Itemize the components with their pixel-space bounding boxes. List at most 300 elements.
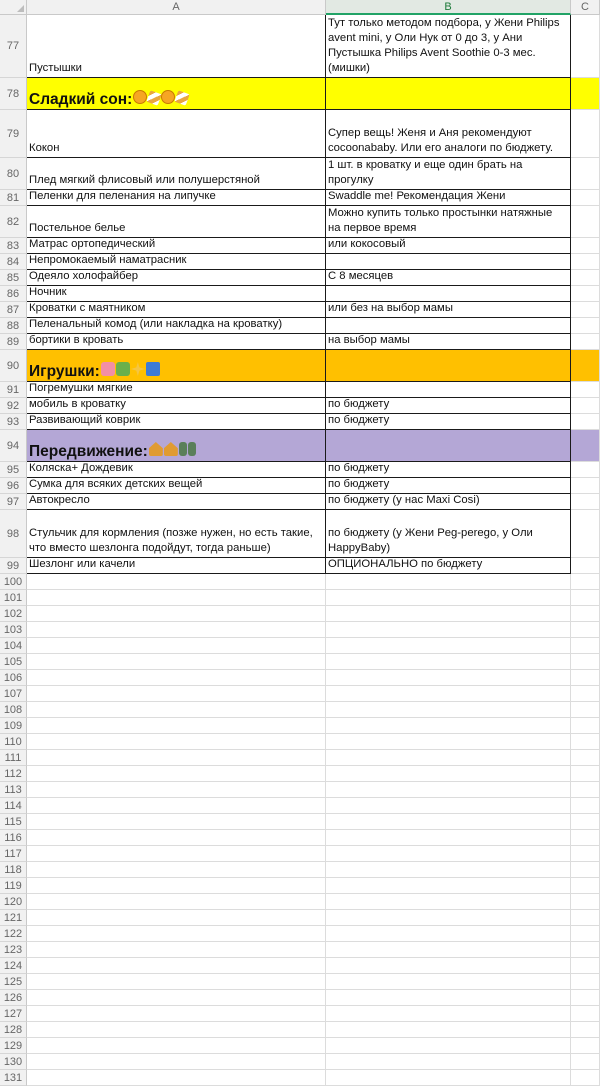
cell-c-110[interactable] — [571, 734, 600, 750]
table-row — [0, 958, 600, 974]
walk-emoji-icon — [179, 442, 187, 456]
row-header[interactable]: 93 — [0, 414, 27, 430]
cell-b-82[interactable] — [326, 206, 571, 238]
cell-c-118[interactable] — [571, 862, 600, 878]
cell-c-80[interactable] — [571, 158, 600, 190]
table-row — [0, 238, 600, 254]
cell-a-113[interactable] — [27, 782, 326, 798]
cell-c-111[interactable] — [571, 750, 600, 766]
cell-b-99[interactable] — [326, 558, 571, 574]
table-row — [0, 1038, 600, 1054]
cell-b-91[interactable] — [326, 382, 571, 398]
cell-c-82[interactable] — [571, 206, 600, 238]
table-row — [0, 622, 600, 638]
cell-text: или без на выбор мамы — [328, 302, 453, 314]
zz-emoji-icon — [147, 90, 162, 105]
cell-b-86[interactable] — [326, 286, 571, 302]
house-emoji-icon — [149, 442, 163, 456]
cell-b-90[interactable] — [326, 350, 571, 382]
cell-b-131[interactable] — [326, 1070, 571, 1086]
cell-c-121[interactable] — [571, 910, 600, 926]
cell-a-107[interactable] — [27, 686, 326, 702]
row-header[interactable]: 125 — [0, 974, 27, 990]
cell-b-109[interactable] — [326, 718, 571, 734]
row-header[interactable]: 99 — [0, 558, 27, 574]
row-header[interactable]: 88 — [0, 318, 27, 334]
cell-a-110[interactable] — [27, 734, 326, 750]
cell-b-104[interactable] — [326, 638, 571, 654]
cell-a-109[interactable] — [27, 718, 326, 734]
cell-b-78[interactable] — [326, 78, 571, 110]
row-header[interactable]: 105 — [0, 654, 27, 670]
table-row — [0, 590, 600, 606]
cell-b-94[interactable] — [326, 430, 571, 462]
select-all-corner[interactable] — [0, 0, 27, 15]
row-header[interactable]: 123 — [0, 942, 27, 958]
table-row — [0, 766, 600, 782]
cell-c-109[interactable] — [571, 718, 600, 734]
cell-c-79[interactable] — [571, 110, 600, 158]
cell-a-95[interactable] — [27, 462, 326, 478]
row-header[interactable]: 81 — [0, 190, 27, 206]
row-header[interactable]: 129 — [0, 1038, 27, 1054]
cell-c-94[interactable] — [571, 430, 600, 462]
cell-b-77[interactable] — [326, 15, 571, 78]
cell-c-116[interactable] — [571, 830, 600, 846]
cell-c-78[interactable] — [571, 78, 600, 110]
cell-a-88[interactable] — [27, 318, 326, 334]
section-row — [0, 430, 600, 462]
column-header-a[interactable]: A — [27, 0, 326, 15]
cell-a-91[interactable] — [27, 382, 326, 398]
row-header[interactable]: 103 — [0, 622, 27, 638]
row-header[interactable]: 120 — [0, 894, 27, 910]
row-header[interactable]: 82 — [0, 206, 27, 238]
cell-a-127[interactable] — [27, 1006, 326, 1022]
row-header[interactable]: 126 — [0, 990, 27, 1006]
cell-text: бортики в кровать — [29, 334, 124, 346]
cell-a-104[interactable] — [27, 638, 326, 654]
cell-b-80[interactable] — [326, 158, 571, 190]
row-header[interactable]: 101 — [0, 590, 27, 606]
cell-c-92[interactable] — [571, 398, 600, 414]
cell-c-115[interactable] — [571, 814, 600, 830]
cell-b-116[interactable] — [326, 830, 571, 846]
cell-c-106[interactable] — [571, 670, 600, 686]
cell-a-105[interactable] — [27, 654, 326, 670]
row-header[interactable]: 127 — [0, 1006, 27, 1022]
cell-b-98[interactable] — [326, 510, 571, 558]
row-header[interactable]: 119 — [0, 878, 27, 894]
cell-b-118[interactable] — [326, 862, 571, 878]
cell-b-89[interactable] — [326, 334, 571, 350]
row-header[interactable]: 110 — [0, 734, 27, 750]
table-row — [0, 574, 600, 590]
row-header[interactable]: 91 — [0, 382, 27, 398]
cell-c-88[interactable] — [571, 318, 600, 334]
cell-a-90[interactable] — [27, 350, 326, 382]
cell-c-120[interactable] — [571, 894, 600, 910]
cell-text: мобиль в кроватку — [29, 398, 126, 410]
cell-a-93[interactable] — [27, 414, 326, 430]
table-row — [0, 494, 600, 510]
row-header[interactable]: 104 — [0, 638, 27, 654]
row-header[interactable]: 115 — [0, 814, 27, 830]
cell-b-126[interactable] — [326, 990, 571, 1006]
table-row — [0, 254, 600, 270]
cell-a-120[interactable] — [27, 894, 326, 910]
cell-b-101[interactable] — [326, 590, 571, 606]
cell-c-97[interactable] — [571, 494, 600, 510]
row-header[interactable]: 78 — [0, 78, 27, 110]
cell-c-129[interactable] — [571, 1038, 600, 1054]
cell-a-126[interactable] — [27, 990, 326, 1006]
cell-b-97[interactable] — [326, 494, 571, 510]
cell-a-78[interactable] — [27, 78, 326, 110]
cell-c-85[interactable] — [571, 270, 600, 286]
cell-b-117[interactable] — [326, 846, 571, 862]
cell-b-125[interactable] — [326, 974, 571, 990]
cell-a-131[interactable] — [27, 1070, 326, 1086]
cell-b-87[interactable] — [326, 302, 571, 318]
cell-c-131[interactable] — [571, 1070, 600, 1086]
row-header[interactable]: 86 — [0, 286, 27, 302]
cell-c-122[interactable] — [571, 926, 600, 942]
cell-text: Сумка для всяких детских вещей — [29, 478, 203, 490]
cell-a-111[interactable] — [27, 750, 326, 766]
table-row — [0, 926, 600, 942]
row-header[interactable]: 117 — [0, 846, 27, 862]
row-header[interactable]: 131 — [0, 1070, 27, 1086]
row-header[interactable]: 100 — [0, 574, 27, 590]
cell-c-128[interactable] — [571, 1022, 600, 1038]
row-header[interactable]: 80 — [0, 158, 27, 190]
cell-c-103[interactable] — [571, 622, 600, 638]
cell-text: ОПЦИОНАЛЬНО по бюджету — [328, 558, 483, 570]
cell-a-118[interactable] — [27, 862, 326, 878]
cell-b-83[interactable] — [326, 238, 571, 254]
cell-a-130[interactable] — [27, 1054, 326, 1070]
row-header[interactable]: 96 — [0, 478, 27, 494]
cell-b-102[interactable] — [326, 606, 571, 622]
cell-c-83[interactable] — [571, 238, 600, 254]
cell-b-85[interactable] — [326, 270, 571, 286]
cell-a-122[interactable] — [27, 926, 326, 942]
table-row — [0, 1054, 600, 1070]
cell-a-121[interactable] — [27, 910, 326, 926]
cell-c-99[interactable] — [571, 558, 600, 574]
row-header[interactable]: 124 — [0, 958, 27, 974]
cell-b-112[interactable] — [326, 766, 571, 782]
cell-a-83[interactable] — [27, 238, 326, 254]
cell-b-120[interactable] — [326, 894, 571, 910]
cell-text: Автокресло — [29, 494, 90, 506]
cell-text: Кроватки с маятником — [29, 302, 146, 314]
cell-c-102[interactable] — [571, 606, 600, 622]
row-header[interactable]: 109 — [0, 718, 27, 734]
cell-b-111[interactable] — [326, 750, 571, 766]
cell-c-84[interactable] — [571, 254, 600, 270]
cell-c-95[interactable] — [571, 462, 600, 478]
cell-a-92[interactable] — [27, 398, 326, 414]
cell-c-104[interactable] — [571, 638, 600, 654]
table-row — [0, 830, 600, 846]
column-header-c[interactable]: C — [571, 0, 600, 15]
cell-b-115[interactable] — [326, 814, 571, 830]
cell-b-93[interactable] — [326, 414, 571, 430]
cell-a-128[interactable] — [27, 1022, 326, 1038]
cell-c-96[interactable] — [571, 478, 600, 494]
cell-c-112[interactable] — [571, 766, 600, 782]
flag-emoji-icon — [146, 362, 160, 376]
section-row — [0, 78, 600, 110]
cell-a-89[interactable] — [27, 334, 326, 350]
cell-text: Передвижение: — [29, 443, 148, 460]
cell-text: Супер вещь! Женя и Аня рекомендуют cocoonababy. Или его аналоги по бюджету. — [328, 127, 554, 154]
table-row — [0, 686, 600, 702]
cell-b-114[interactable] — [326, 798, 571, 814]
row-header[interactable]: 112 — [0, 766, 27, 782]
cell-c-91[interactable] — [571, 382, 600, 398]
emoji-group-icon — [149, 442, 197, 459]
cell-c-86[interactable] — [571, 286, 600, 302]
cell-text: Коляска+ Дождевик — [29, 462, 133, 474]
cell-a-85[interactable] — [27, 270, 326, 286]
cell-b-96[interactable] — [326, 478, 571, 494]
row-header[interactable]: 94 — [0, 430, 27, 462]
cell-c-105[interactable] — [571, 654, 600, 670]
row-header[interactable]: 83 — [0, 238, 27, 254]
cell-a-115[interactable] — [27, 814, 326, 830]
cell-text: Кокон — [29, 142, 60, 154]
cell-c-117[interactable] — [571, 846, 600, 862]
cell-c-130[interactable] — [571, 1054, 600, 1070]
cell-c-119[interactable] — [571, 878, 600, 894]
cell-b-130[interactable] — [326, 1054, 571, 1070]
cell-text: Шезлонг или качели — [29, 558, 136, 570]
table-row — [0, 990, 600, 1006]
cell-b-124[interactable] — [326, 958, 571, 974]
row-header[interactable]: 90 — [0, 350, 27, 382]
cell-text: по бюджету — [328, 398, 390, 410]
table-row — [0, 862, 600, 878]
cell-b-100[interactable] — [326, 574, 571, 590]
cell-b-95[interactable] — [326, 462, 571, 478]
cell-c-98[interactable] — [571, 510, 600, 558]
cell-text: по бюджету — [328, 478, 390, 490]
cell-c-107[interactable] — [571, 686, 600, 702]
cell-text: Сладкий сон: — [29, 91, 133, 108]
cell-a-99[interactable] — [27, 558, 326, 574]
cell-b-129[interactable] — [326, 1038, 571, 1054]
cell-c-81[interactable] — [571, 190, 600, 206]
table-row — [0, 638, 600, 654]
table-row — [0, 734, 600, 750]
cell-c-100[interactable] — [571, 574, 600, 590]
cell-a-80[interactable] — [27, 158, 326, 190]
table-row — [0, 894, 600, 910]
cell-a-82[interactable] — [27, 206, 326, 238]
cell-b-123[interactable] — [326, 942, 571, 958]
cell-a-102[interactable] — [27, 606, 326, 622]
cell-text: 1 шт. в кроватку и еще один брать на прогулку — [328, 159, 523, 186]
cell-b-81[interactable] — [326, 190, 571, 206]
cell-c-93[interactable] — [571, 414, 600, 430]
table-row — [0, 334, 600, 350]
table-row — [0, 782, 600, 798]
ribbon-emoji-icon — [101, 362, 115, 376]
row-header[interactable]: 116 — [0, 830, 27, 846]
table-row — [0, 510, 600, 558]
table-row — [0, 1022, 600, 1038]
cell-text: Можно купить только простынки натяжные на первое время — [328, 207, 553, 234]
cell-c-77[interactable] — [571, 15, 600, 78]
cell-text: по бюджету — [328, 414, 390, 426]
table-row — [0, 462, 600, 478]
cell-c-101[interactable] — [571, 590, 600, 606]
cell-c-125[interactable] — [571, 974, 600, 990]
cell-text: Развивающий коврик — [29, 414, 141, 426]
table-row — [0, 1006, 600, 1022]
table-row — [0, 942, 600, 958]
cell-a-116[interactable] — [27, 830, 326, 846]
cell-b-106[interactable] — [326, 670, 571, 686]
cell-a-100[interactable] — [27, 574, 326, 590]
walk-emoji-icon — [188, 442, 196, 456]
cell-b-113[interactable] — [326, 782, 571, 798]
cell-b-121[interactable] — [326, 910, 571, 926]
cell-a-77[interactable] — [27, 15, 326, 78]
cell-b-110[interactable] — [326, 734, 571, 750]
row-header[interactable]: 106 — [0, 670, 27, 686]
table-row — [0, 670, 600, 686]
row-header[interactable]: 92 — [0, 398, 27, 414]
row-header[interactable]: 97 — [0, 494, 27, 510]
row-header[interactable]: 122 — [0, 926, 27, 942]
cell-a-79[interactable] — [27, 110, 326, 158]
cell-c-114[interactable] — [571, 798, 600, 814]
row-header[interactable]: 114 — [0, 798, 27, 814]
cell-a-112[interactable] — [27, 766, 326, 782]
row-header[interactable]: 113 — [0, 782, 27, 798]
table-row — [0, 606, 600, 622]
cell-a-98[interactable] — [27, 510, 326, 558]
cell-a-86[interactable] — [27, 286, 326, 302]
cell-c-87[interactable] — [571, 302, 600, 318]
row-header[interactable]: 111 — [0, 750, 27, 766]
table-row — [0, 414, 600, 430]
cell-a-119[interactable] — [27, 878, 326, 894]
cell-a-114[interactable] — [27, 798, 326, 814]
row-header[interactable]: 95 — [0, 462, 27, 478]
cell-b-107[interactable] — [326, 686, 571, 702]
cell-c-124[interactable] — [571, 958, 600, 974]
cell-a-123[interactable] — [27, 942, 326, 958]
table-row — [0, 654, 600, 670]
cell-c-127[interactable] — [571, 1006, 600, 1022]
row-header[interactable]: 118 — [0, 862, 27, 878]
cell-c-123[interactable] — [571, 942, 600, 958]
row-header[interactable]: 79 — [0, 110, 27, 158]
table-row — [0, 286, 600, 302]
row-header[interactable]: 121 — [0, 910, 27, 926]
cell-text: по бюджету — [328, 462, 390, 474]
cell-b-103[interactable] — [326, 622, 571, 638]
table-row — [0, 398, 600, 414]
row-header[interactable]: 107 — [0, 686, 27, 702]
cell-c-90[interactable] — [571, 350, 600, 382]
row-header[interactable]: 85 — [0, 270, 27, 286]
cell-text: С 8 месяцев — [328, 270, 394, 282]
table-row — [0, 846, 600, 862]
row-header[interactable]: 102 — [0, 606, 27, 622]
cell-a-101[interactable] — [27, 590, 326, 606]
table-row — [0, 302, 600, 318]
row-header[interactable]: 77 — [0, 15, 27, 78]
cell-b-105[interactable] — [326, 654, 571, 670]
cell-a-97[interactable] — [27, 494, 326, 510]
row-header[interactable]: 128 — [0, 1022, 27, 1038]
table-row — [0, 110, 600, 158]
cell-a-106[interactable] — [27, 670, 326, 686]
cell-a-87[interactable] — [27, 302, 326, 318]
cell-b-92[interactable] — [326, 398, 571, 414]
table-row — [0, 206, 600, 238]
cell-c-126[interactable] — [571, 990, 600, 1006]
cell-a-94[interactable] — [27, 430, 326, 462]
cell-b-128[interactable] — [326, 1022, 571, 1038]
cell-a-84[interactable] — [27, 254, 326, 270]
table-row — [0, 158, 600, 190]
cell-b-79[interactable] — [326, 110, 571, 158]
cell-text: Непромокаемый наматрасник — [29, 254, 187, 266]
cell-b-108[interactable] — [326, 702, 571, 718]
cell-a-117[interactable] — [27, 846, 326, 862]
cell-a-108[interactable] — [27, 702, 326, 718]
cell-text: по бюджету (у нас Maxi Cosi) — [328, 494, 480, 506]
row-header[interactable]: 87 — [0, 302, 27, 318]
cell-a-129[interactable] — [27, 1038, 326, 1054]
cell-b-88[interactable] — [326, 318, 571, 334]
cell-b-127[interactable] — [326, 1006, 571, 1022]
table-row — [0, 558, 600, 574]
row-header[interactable]: 89 — [0, 334, 27, 350]
cell-b-84[interactable] — [326, 254, 571, 270]
row-header[interactable]: 108 — [0, 702, 27, 718]
row-header[interactable]: 84 — [0, 254, 27, 270]
table-row — [0, 750, 600, 766]
table-row — [0, 974, 600, 990]
cell-text: Погремушки мягкие — [29, 382, 133, 394]
cell-c-113[interactable] — [571, 782, 600, 798]
cell-c-108[interactable] — [571, 702, 600, 718]
table-row — [0, 1070, 600, 1086]
column-header-b[interactable]: B — [326, 0, 571, 15]
cell-b-122[interactable] — [326, 926, 571, 942]
cell-a-124[interactable] — [27, 958, 326, 974]
row-header[interactable]: 98 — [0, 510, 27, 558]
cell-a-125[interactable] — [27, 974, 326, 990]
cell-a-96[interactable] — [27, 478, 326, 494]
table-row — [0, 270, 600, 286]
cell-a-103[interactable] — [27, 622, 326, 638]
cell-c-89[interactable] — [571, 334, 600, 350]
row-header[interactable]: 130 — [0, 1054, 27, 1070]
table-row — [0, 15, 600, 78]
cell-a-81[interactable] — [27, 190, 326, 206]
cell-b-119[interactable] — [326, 878, 571, 894]
cell-text: на выбор мамы — [328, 334, 410, 346]
